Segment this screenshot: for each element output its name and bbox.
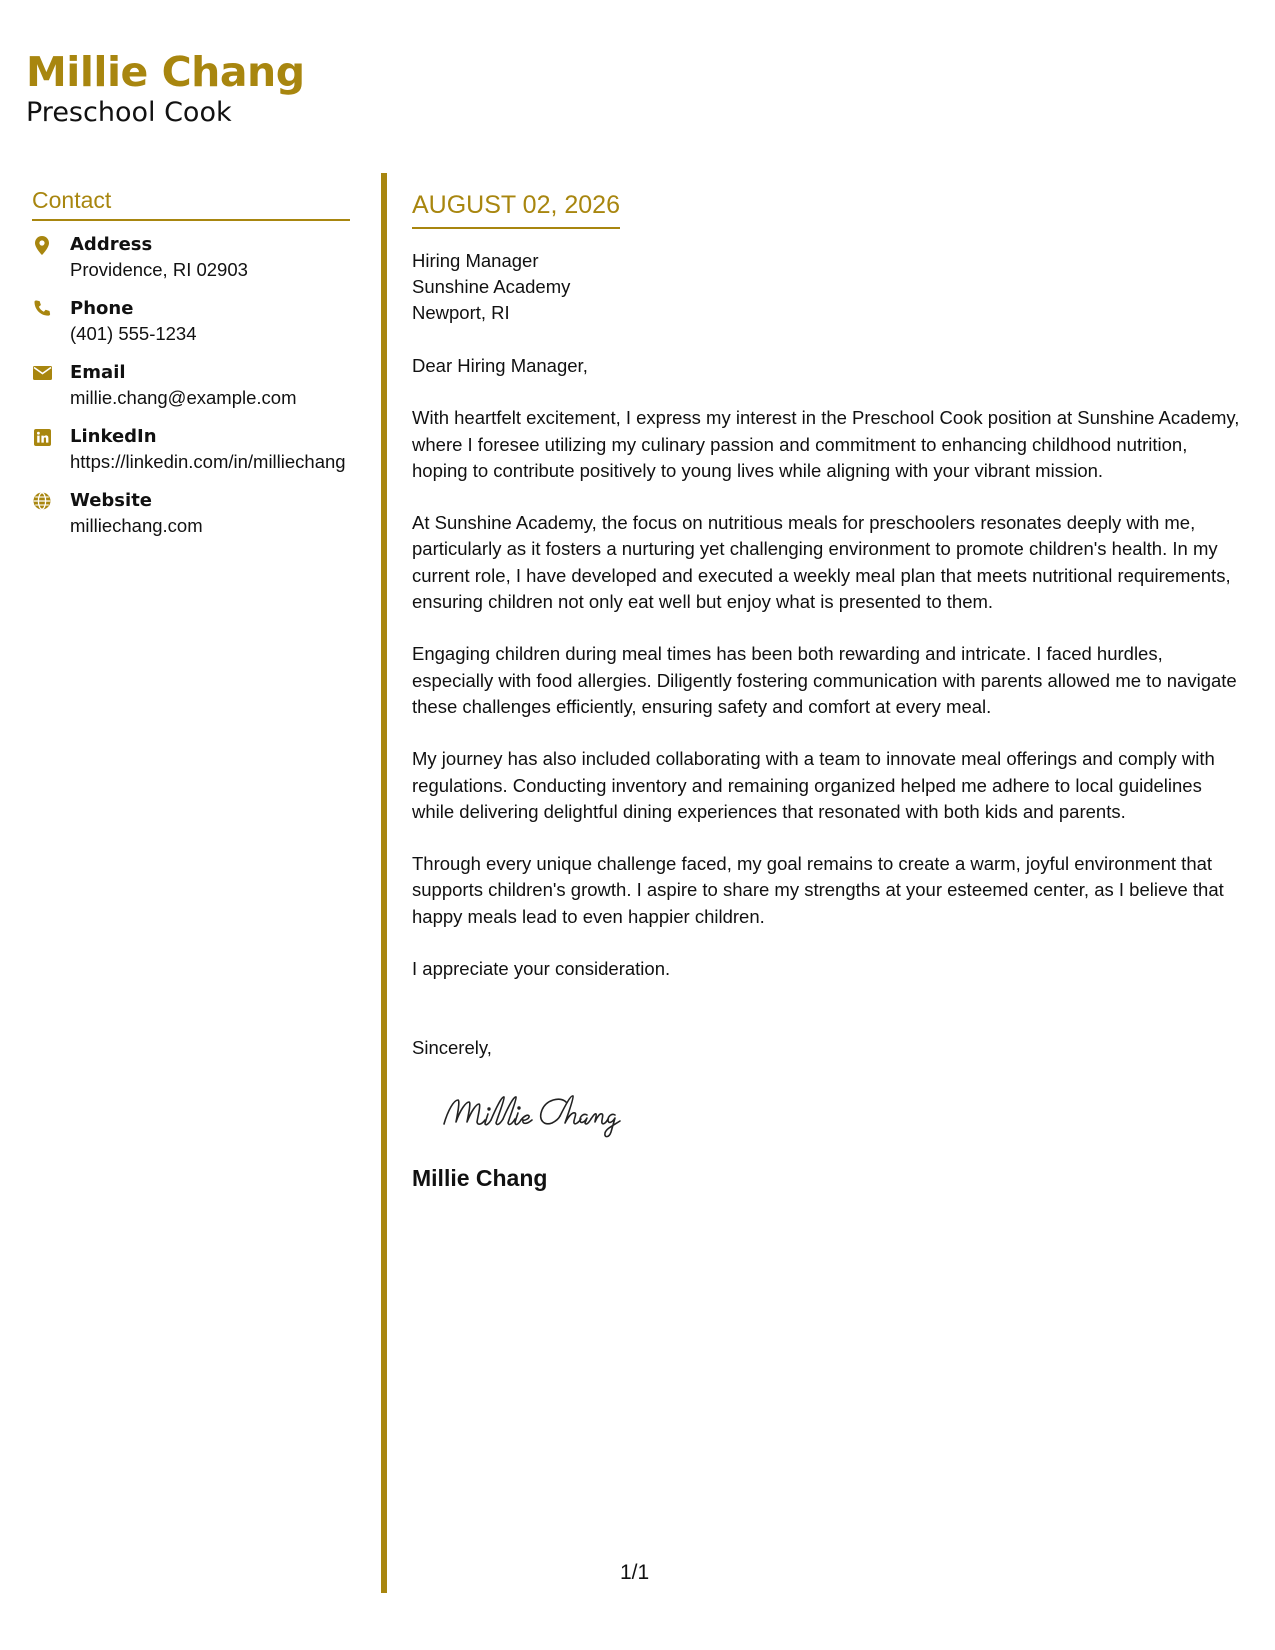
sign-off: Sincerely, bbox=[412, 1037, 492, 1059]
contact-value[interactable]: https://linkedin.com/in/milliechang bbox=[70, 451, 346, 472]
contact-sidebar bbox=[32, 186, 350, 553]
contact-item-email bbox=[32, 361, 350, 410]
recipient-line: Newport, RI bbox=[412, 302, 510, 323]
contact-label: LinkedIn bbox=[70, 426, 157, 447]
body-paragraph: At Sunshine Academy, the focus on nutritious meals for preschoolers resonates deeply with me, particularly as it fosters a nurturing yet challenging environment to promote children's health. In my current role, I have developed and executed a weekly meal plan that meets nutritional requirements, ensuring children not only eat well but enjoy what is presented to them. bbox=[412, 512, 1231, 613]
contact-item-address bbox=[32, 233, 350, 282]
contact-item-linkedin bbox=[32, 425, 350, 474]
page-number: 1/1 bbox=[620, 1561, 650, 1584]
closing-thanks: I appreciate your consideration. bbox=[412, 958, 671, 980]
contact-label: Address bbox=[70, 234, 153, 255]
contact-label: Website bbox=[70, 490, 153, 511]
body-paragraph: With heartfelt excitement, I express my interest in the Preschool Cook position at Sunshine Academy, where I foresee utilizing my culinary passion and commitment to enhancing childhood nutrition, hoping to contribute positively to young lives while aligning with your vibrant mission. bbox=[412, 407, 1240, 481]
body-paragraph: Through every unique challenge faced, my goal remains to create a warm, joyful environment that supports children's growth. I aspire to share my strengths at your esteemed center, as I believe that happy meals lead to even happier children. bbox=[412, 853, 1224, 927]
contact-list bbox=[32, 233, 350, 538]
contact-label: Email bbox=[70, 362, 126, 383]
contact-value: (401) 555-1234 bbox=[70, 323, 197, 344]
contact-item-phone bbox=[32, 297, 350, 346]
body-paragraph: My journey has also included collaborating with a team to innovate meal offerings and comply with regulations. Conducting inventory and remaining organized helped me adhere to local guidelines while delivering delightful dining experiences that resonated with both kids and parents. bbox=[412, 748, 1215, 822]
resume-header bbox=[26, 48, 305, 129]
salutation: Dear Hiring Manager, bbox=[412, 355, 588, 376]
recipient-line: Sunshine Academy bbox=[412, 276, 571, 297]
contact-label: Phone bbox=[70, 298, 134, 319]
phone-icon bbox=[32, 299, 52, 319]
linkedin-icon bbox=[32, 427, 52, 447]
contact-value[interactable]: milliechang.com bbox=[70, 515, 203, 536]
recipient-block bbox=[412, 248, 1242, 326]
body-paragraph: Engaging children during meal times has been both rewarding and intricate. I faced hurdles, especially with food allergies. Diligently fostering communication with parents allowed me to navigate these challenges efficiently, ensuring safety and comfort at every meal. bbox=[412, 643, 1237, 717]
recipient-line: Hiring Manager bbox=[412, 250, 539, 271]
column-divider bbox=[381, 173, 387, 1593]
letter-date: AUGUST 02, 2026 bbox=[412, 190, 620, 229]
map-pin-icon bbox=[32, 235, 52, 255]
letter-body bbox=[412, 190, 1242, 1192]
contact-value: Providence, RI 02903 bbox=[70, 259, 248, 280]
handwritten-signature bbox=[440, 1090, 1242, 1142]
contact-value: millie.chang@example.com bbox=[70, 387, 297, 408]
globe-icon bbox=[32, 491, 52, 511]
envelope-icon bbox=[32, 363, 52, 383]
contact-heading: Contact bbox=[32, 186, 350, 221]
contact-item-website bbox=[32, 489, 350, 538]
applicant-title: Preschool Cook bbox=[26, 97, 232, 128]
applicant-name: Millie Chang bbox=[26, 48, 305, 96]
signed-name: Millie Chang bbox=[412, 1164, 548, 1191]
